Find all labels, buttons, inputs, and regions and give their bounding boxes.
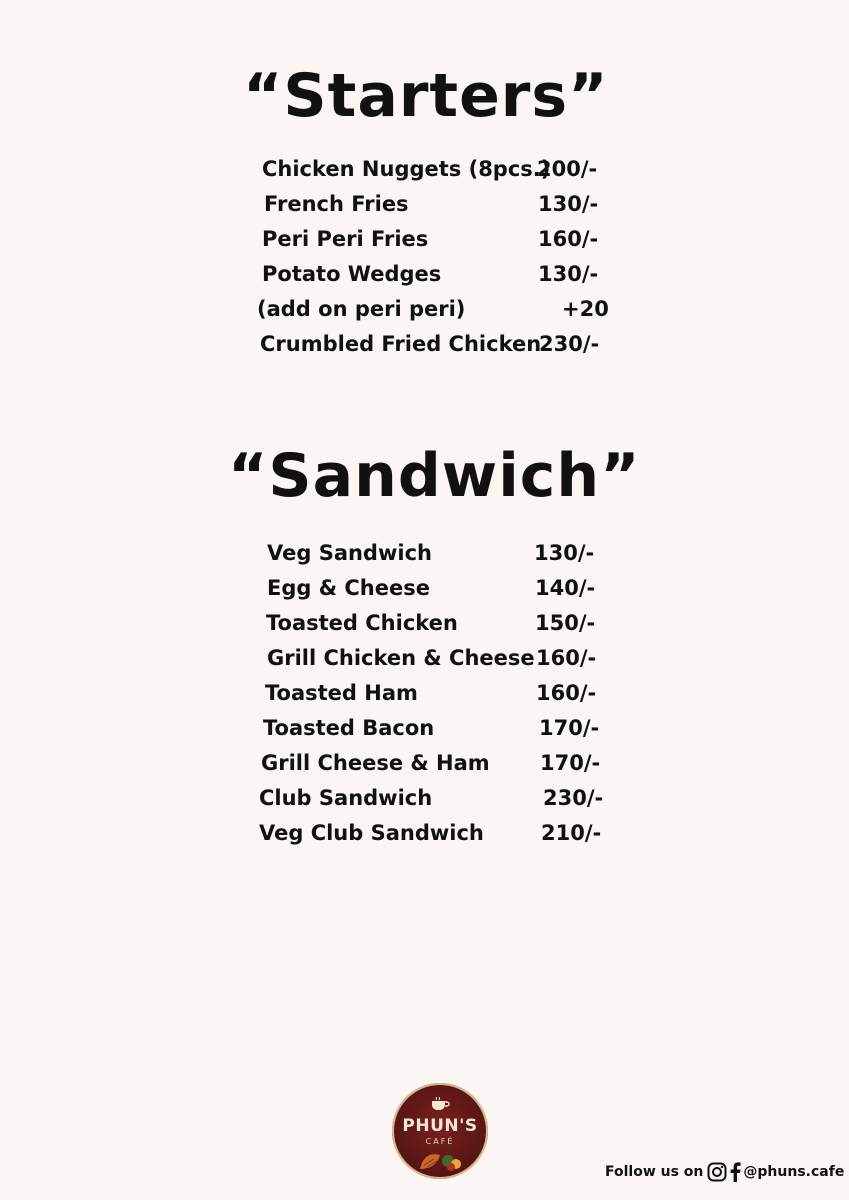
menu-item-name: (add on peri peri) [257,297,466,321]
menu-item-price: 230/- [539,332,600,356]
menu-item-name: Crumbled Fried Chicken [260,332,542,356]
menu-item-price: 150/- [535,611,596,635]
menu-item-price: 170/- [539,716,600,740]
menu-item-name: Egg & Cheese [267,576,430,600]
follow-text: Follow us on [605,1164,704,1180]
menu-item-price: 140/- [535,576,596,600]
menu-item [264,189,614,219]
menu-item-name: Toasted Bacon [263,716,435,740]
menu-item-name: Veg Club Sandwich [259,821,484,845]
instagram-icon[interactable] [707,1162,727,1182]
menu-item [266,608,606,638]
menu-item [261,748,601,778]
menu-item-price: 210/- [541,821,602,845]
menu-item [265,678,605,708]
menu-item-price: 200/- [537,157,598,181]
menu-item-price: 130/- [534,541,595,565]
logo-name: PHUN'S [402,1116,478,1136]
cafe-logo [392,1083,488,1179]
menu-item-price: 130/- [538,262,599,286]
coffee-cup-icon [429,1097,451,1111]
facebook-icon[interactable] [729,1162,741,1182]
menu-item-price: 130/- [538,192,599,216]
menu-item-name: Grill Cheese & Ham [261,751,490,775]
social-follow [605,1158,844,1186]
social-handle[interactable]: @phuns.cafe [743,1164,845,1180]
food-icon [418,1147,464,1173]
menu-item [262,224,612,254]
menu-item-name: Potato Wedges [262,262,442,286]
menu-item-name: Peri Peri Fries [262,227,429,251]
menu-item-price: 160/- [538,227,599,251]
logo-subtitle: CAFÉ [425,1137,455,1146]
menu-item-name: French Fries [264,192,409,216]
starters-heading: “Starters” [243,61,609,131]
menu-item-price: 230/- [543,786,604,810]
menu-item-name: Club Sandwich [259,786,433,810]
menu-item [267,538,607,568]
menu-item-name: Toasted Chicken [266,611,458,635]
menu-item-name: Toasted Ham [265,681,418,705]
menu-item-price: +20 [562,297,609,321]
menu-item [263,713,603,743]
menu-item [257,294,607,324]
menu-item-name: Chicken Nuggets (8pcs.) [262,157,551,181]
menu-item [260,329,610,359]
menu-item [259,818,604,848]
menu-item [267,573,607,603]
menu-item [259,783,604,813]
menu-item-price: 160/- [536,646,597,670]
menu-item-name: Veg Sandwich [267,541,432,565]
menu-item [262,259,612,289]
sandwich-heading: “Sandwich” [228,441,641,511]
menu-item-price: 170/- [540,751,601,775]
menu-item [267,643,607,673]
menu-item-price: 160/- [536,681,597,705]
menu-item-name: Grill Chicken & Cheese [267,646,535,670]
menu-item [262,154,612,184]
